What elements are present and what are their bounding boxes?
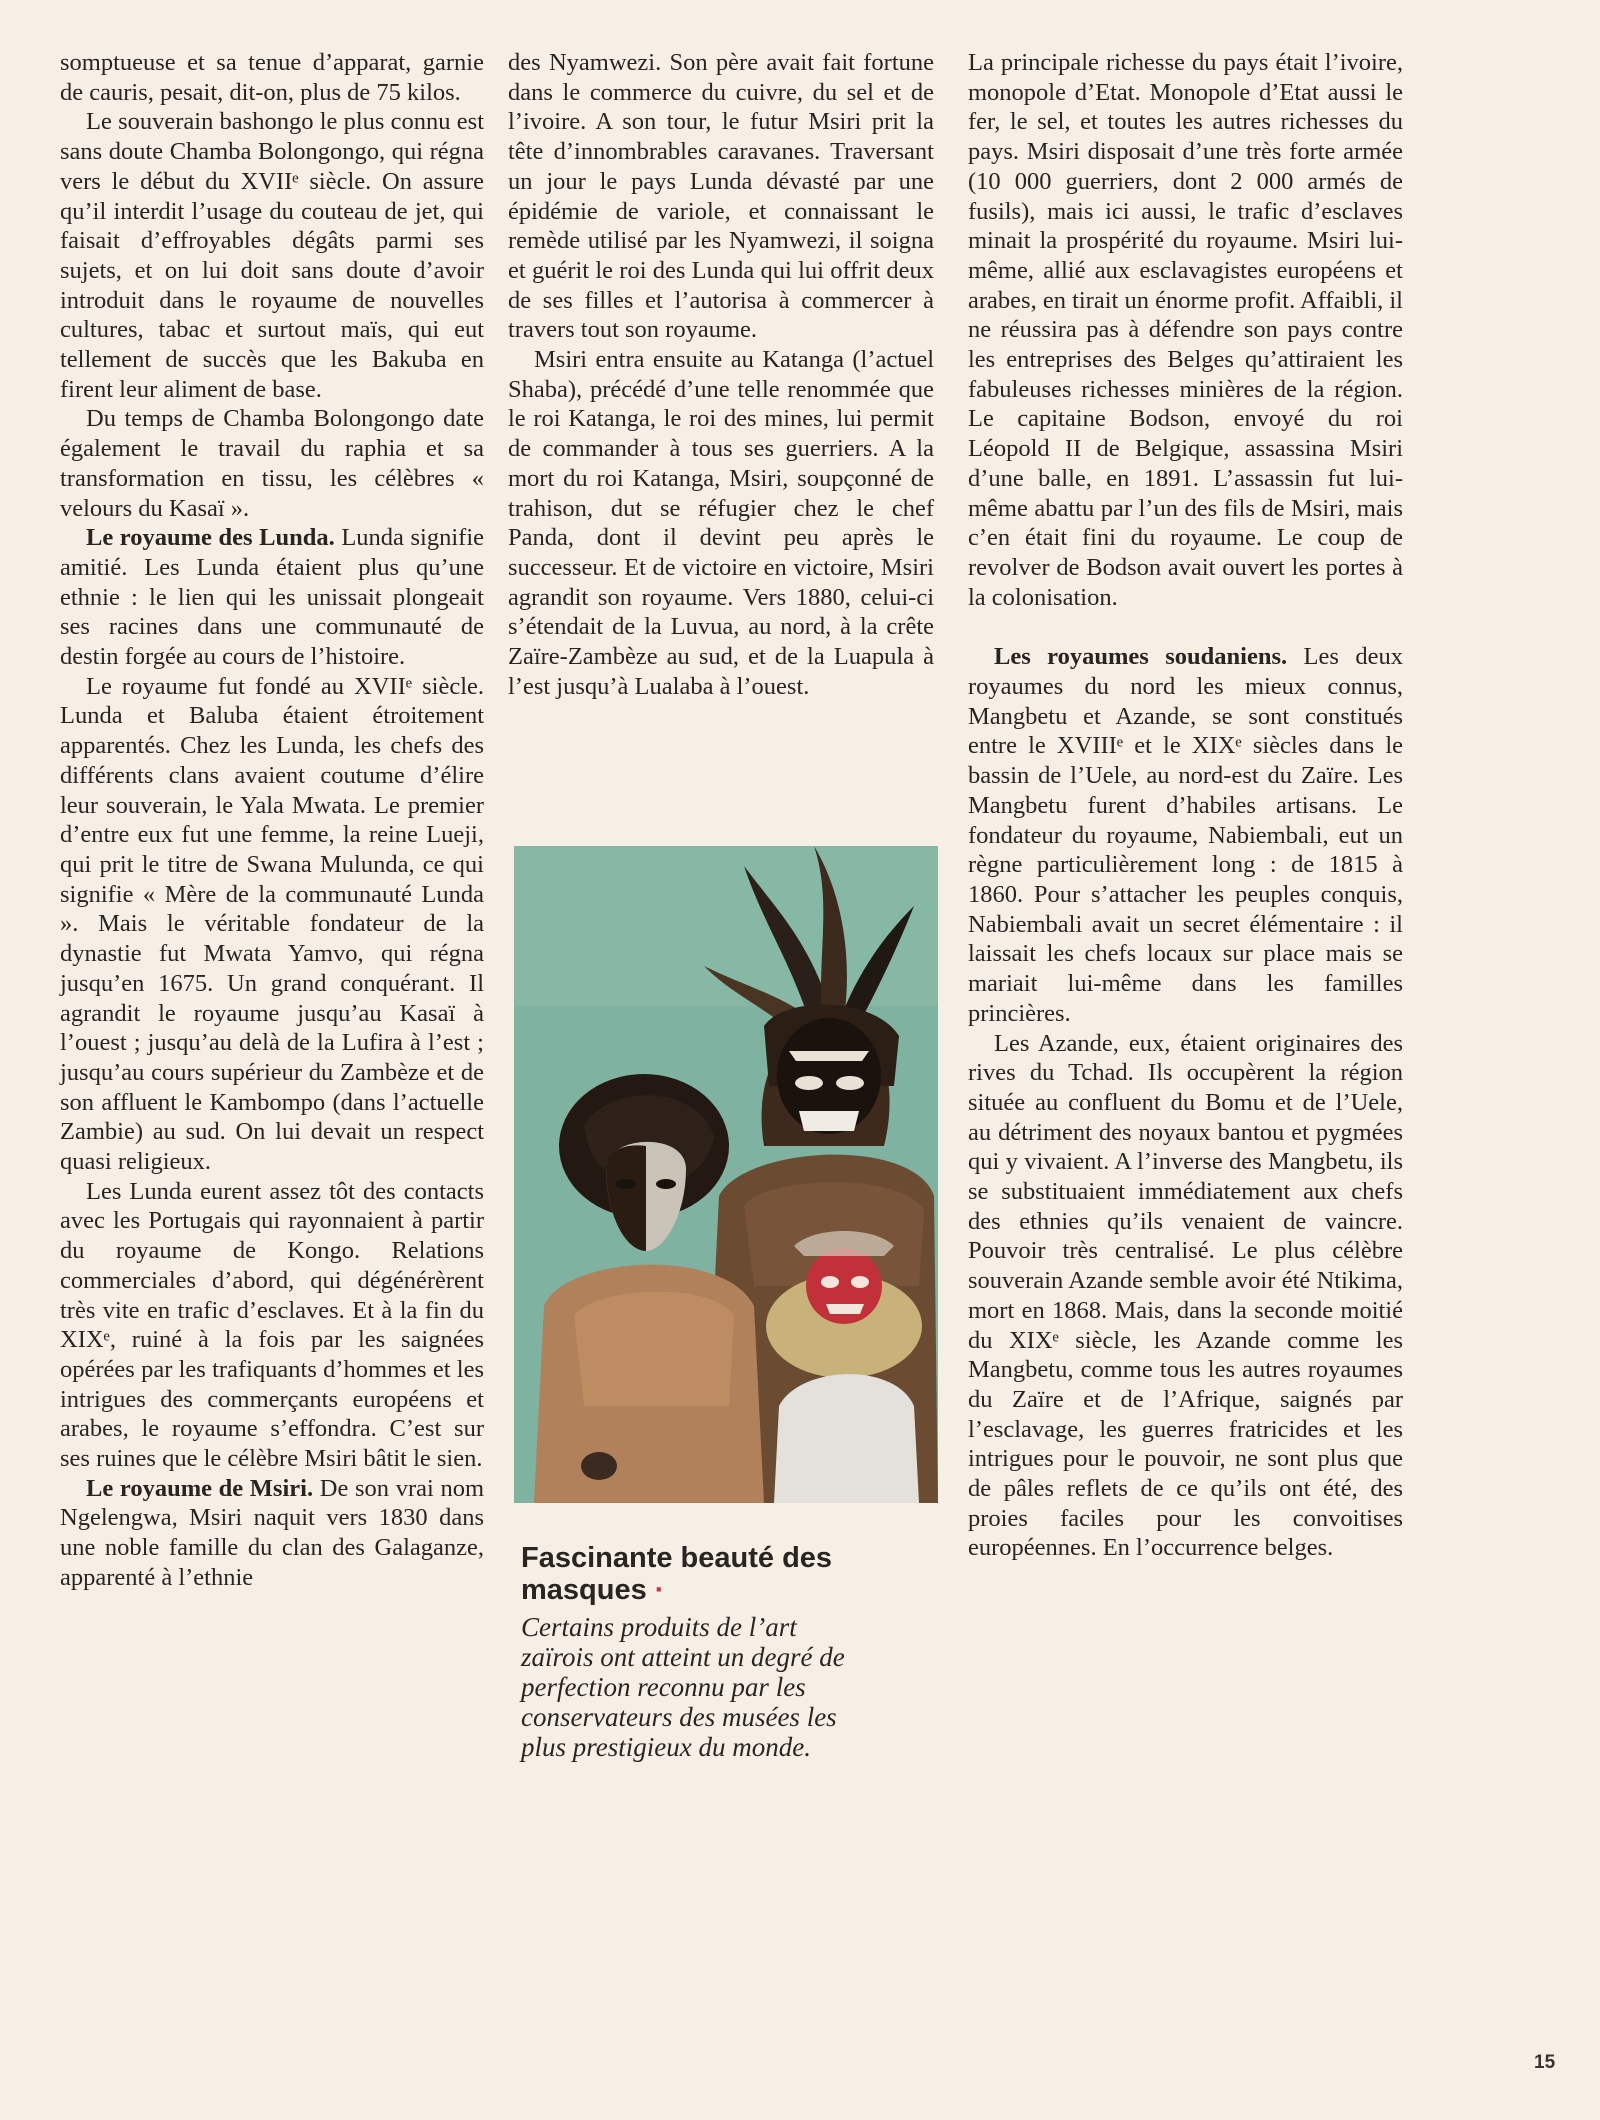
- paragraph: Du temps de Chamba Bolongongo date également le travail du raphia et sa transformation en tissu, les célèbres « velours du Kasaï ».: [60, 405, 484, 522]
- paragraph: Le royaume fut fondé au XVIIᵉ siècle. Lunda et Baluba étaient étroitement apparentés. Chez les Lunda, les chefs des différents clans avaient coutume d’élire leur souverain, le Yala Mwata. Le premier d’entre eux fut une femme, la reine Lueji, qui prit le titre de Swana Mulunda, ce qui signifie « Mère de la communauté Lunda ». Mais le véritable fondateur de la dynastie fut Mwata Yamvo, qui régna jusqu’en 1675. Un grand conquérant. Il agrandit le royaume jusqu’au Kasaï à l’ouest ; jusqu’au delà de la Lufira à l’est ; jusqu’au cours supérieur du Zambèze et de son affluent le Kambompo (dans l’actuelle Zambie) au sud. On lui devait un respect quasi religieux.: [60, 672, 484, 1176]
- bullet-dot-icon: ·: [654, 1574, 665, 1606]
- paragraph: Les Lunda eurent assez tôt des contacts avec les Portugais qui rayonnaient à partir du royaume de Kongo. Relations commerciales d’abord, qui dégénérèrent très vite en trafic d’esclaves. Et à la fin du XIXᵉ, ruiné à la fois par les saignées opérées par les trafiquants d’hommes et les intrigues des commerçants européens et arabes, le royaume s’effondra. C’est sur ses ruines que le célèbre Msiri bâtit le sien.: [60, 1177, 484, 1473]
- paragraph: [60, 1474, 484, 1593]
- paragraph-text: Les deux royaumes du nord les mieux connus, Mangbetu et Azande, se sont constitués entre le XVIIIᵉ et le XIXᵉ siècles dans le bassin de l’Uele, au nord-est du Zaïre. Les Mangbetu furent d’habiles artisans. Le fondateur du royaume, Nabiembali, eut un règne particulièrement long : de 1815 à 1860. Pour s’attacher les peuples conquis, Nabiembali avait un secret élémentaire : il laissait les chefs locaux sur place mais se mariait lui-même dans les familles princières.: [968, 643, 1403, 1027]
- page-number: 15: [1534, 2052, 1556, 2073]
- paragraph: [968, 642, 1403, 1028]
- photo-caption: [521, 1542, 851, 1762]
- section-heading: Le royaume de Msiri.: [86, 1474, 314, 1502]
- paragraph-text: De son vrai nom Ngelengwa, Msiri naquit vers 1830 dans une noble famille du clan des Galaganze, apparenté à l’ethnie: [60, 1474, 485, 1591]
- text-column-3: [968, 48, 1403, 1563]
- section-heading: Le royaume des Lunda.: [86, 524, 335, 552]
- paragraph: Msiri entra ensuite au Katanga (l’actuel Shaba), précédé d’une telle renommée que le roi Katanga, le roi des mines, lui permit de commander à tous ses guerriers. A la mort du roi Katanga, Msiri, soupçonné de trahison, dut se réfugier chez le chef Panda, dont il devint peu après le successeur. Et de victoire en victoire, Msiri agrandit son royaume. Vers 1880, celui-ci s’étendait de la Luvua, au nord, à la crête Zaïre-Zambèze au sud, et de la Luapula à l’est jusqu’à Lualaba à l’ouest.: [508, 346, 934, 700]
- caption-title-text: Fascinante beauté des masques: [521, 1542, 833, 1606]
- paragraph-text: Lunda signifie amitié. Les Lunda étaient plus qu’une ethnie : le lien qui les unissait plongeait ses racines dans une communauté de destin forgée au cours de l’histoire.: [60, 524, 485, 671]
- paragraph: [60, 523, 484, 672]
- section-heading: Les royaumes soudaniens.: [994, 643, 1288, 671]
- paragraph: Le souverain bashongo le plus connu est sans doute Chamba Bolongongo, qui régna vers le début du XVIIᵉ siècle. On assure qu’il interdit l’usage du couteau de jet, qui faisait d’effroyables dégâts parmi ses sujets, et on lui doit sans doute d’avoir introduit dans le royaume de nouvelles cultures, tabac et surtout maïs, qui eut tellement de succès que les Bakuba en firent leur aliment de base.: [60, 108, 484, 403]
- caption-title: [521, 1542, 851, 1606]
- text-column-1: [60, 48, 484, 1593]
- paragraph: somptueuse et sa tenue d’apparat, garnie de cauris, pesait, dit-on, plus de 75 kilos.: [60, 49, 484, 106]
- masked-dancers-photo: [514, 846, 938, 1503]
- text-column-2: [508, 48, 934, 701]
- paragraph: Les Azande, eux, étaient originaires des rives du Tchad. Ils occupèrent la région située au confluent du Bomu et de l’Uele, au détriment des noyaux bantou et pygmées qui y vivaient. A l’inverse des Mangbetu, ils se substituaient immédiatement aux chefs des ethnies qu’ils venaient de vaincre. Pouvoir très centralisé. Le plus célèbre souverain Azande semble avoir été Ntikima, mort en 1868. Mais, dans la seconde moitié du XIXᵉ siècle, les Azande comme les Mangbetu, comme tous les autres royaumes du Zaïre et de l’Afrique, saignés par l’esclavage, les guerres fratricides et les intrigues pour le pouvoir, ne sont plus que de pâles reflets de ce qu’ils ont été, des proies faciles pour les convoitises européennes. En l’occurrence belges.: [968, 1029, 1403, 1562]
- caption-body: Certains produits de l’art zaïrois ont atteint un degré de perfection reconnu par les conservateurs des musées les plus prestigieux du monde.: [521, 1612, 845, 1762]
- paragraph: La principale richesse du pays était l’ivoire, monopole d’Etat. Monopole d’Etat aussi le fer, le sel, et toutes les autres richesses du pays. Msiri disposait d’une très forte armée (10 000 guerriers, dont 2 000 armés de fusils), mais ici aussi, le trafic d’esclaves minait la prospérité du royaume. Msiri lui-même, allié aux esclavagistes européens et arabes, en tirait un énorme profit. Affaibli, il ne réussira pas à défendre son pays contre les entreprises des Belges qu’attiraient les fabuleuses richesses minières de la région. Le capitaine Bodson, envoyé du roi Léopold II de Belgique, assassina Msiri d’une balle, en 1891. L’assassin fut lui-même abattu par l’un des fils de Msiri, mais c’en était fini du royaume. Le coup de revolver de Bodson avait ouvert les portes à la colonisation.: [968, 49, 1403, 611]
- paragraph: des Nyamwezi. Son père avait fait fortune dans le commerce du cuivre, du sel et de l’ivoire. A son tour, le futur Msiri prit la tête d’innombrables caravanes. Traversant un jour le pays Lunda dévasté par une épidémie de variole, et connaissant le remède utilisé par les Nyamwezi, il soigna et guérit le roi des Lunda qui lui offrit deux de ses filles et l’autorisa à commercer à travers tout son royaume.: [508, 49, 934, 344]
